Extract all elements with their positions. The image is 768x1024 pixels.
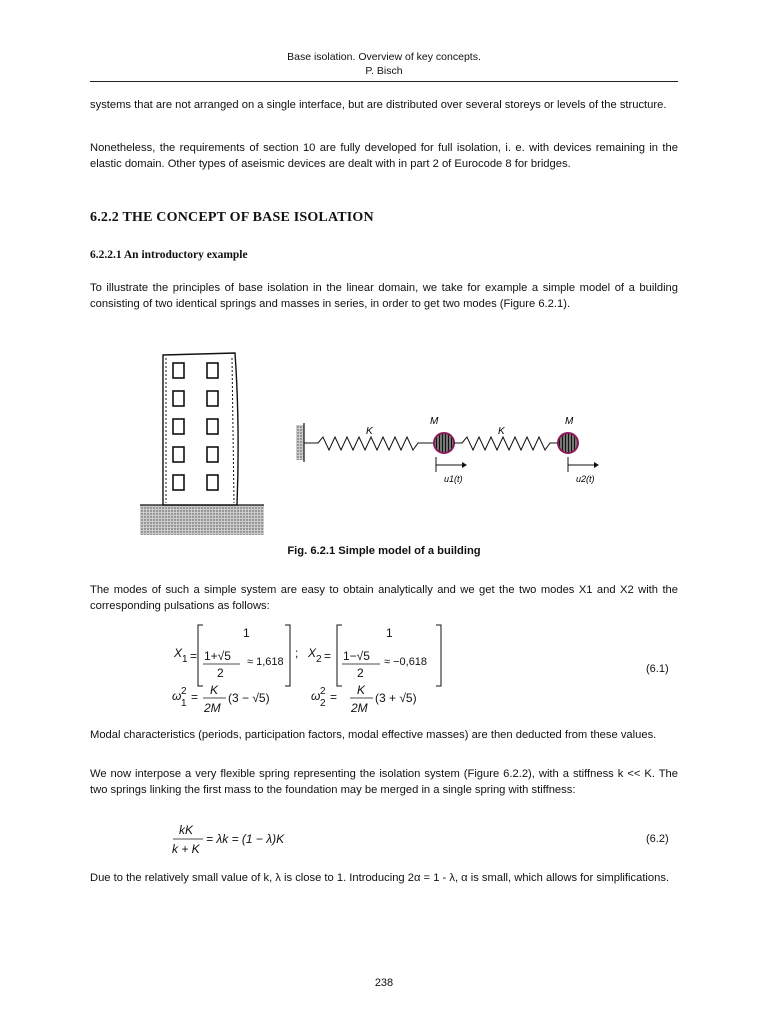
svg-text:2: 2 xyxy=(316,654,322,665)
label-k2: K xyxy=(498,426,505,437)
svg-text:2: 2 xyxy=(320,698,326,709)
svg-text:1: 1 xyxy=(182,654,188,665)
svg-text:=: = xyxy=(190,649,198,663)
paragraph-6: We now interpose a very flexible spring representing the isolation system (Figure 6.2.2), with a stiffness k << K. The two springs linking the first mass to the foundation may be merged in a single spring with stiffness: xyxy=(90,768,678,796)
svg-text:1: 1 xyxy=(181,698,187,709)
svg-text:kK: kK xyxy=(179,823,194,837)
svg-text:=: = xyxy=(324,649,332,663)
svg-text:ω: ω xyxy=(311,689,321,703)
svg-text:K: K xyxy=(357,683,366,697)
svg-text:≈ 1,618: ≈ 1,618 xyxy=(247,656,284,668)
equation-number-6-1: (6.1) xyxy=(646,663,669,675)
svg-text:≈ −0,618: ≈ −0,618 xyxy=(384,656,428,668)
paragraph-5: Modal characteristics (periods, participation factors, modal effective masses) are then deducted from these values. xyxy=(90,729,657,741)
paragraph-1: systems that are not arranged on a single interface, but are distributed over several storeys or levels of the structure. xyxy=(90,99,667,111)
label-u2: u2(t) xyxy=(576,474,595,484)
svg-text:1−√5: 1−√5 xyxy=(343,649,370,663)
section-heading: 6.2.2 THE CONCEPT OF BASE ISOLATION xyxy=(90,210,374,225)
paragraph-4: The modes of such a simple system are easy to obtain analytically and we get the two modes X1 and X2 with the corresponding pulsations as follows: xyxy=(90,584,678,612)
paragraph-7: Due to the relatively small value of k, λ is close to 1. Introducing 2α = 1 - λ, α is small, which allows for simplifications. xyxy=(90,872,670,884)
svg-text:1: 1 xyxy=(386,626,393,640)
svg-text:2: 2 xyxy=(181,686,187,697)
running-header-author: P. Bisch xyxy=(365,65,403,77)
svg-text:1: 1 xyxy=(243,626,250,640)
svg-text:2: 2 xyxy=(357,666,364,680)
paragraph-2: Nonetheless, the requirements of section 10 are fully developed for full isolation, i. e. with devices remaining in the elastic domain. Other types of aseismic devices are dealt with in part 2 of Eurocode 8 for bridges. xyxy=(90,142,678,170)
svg-text:=: = xyxy=(330,690,338,704)
svg-text:ω: ω xyxy=(172,689,182,703)
svg-text:2M: 2M xyxy=(351,701,368,715)
svg-text:(3 + √5): (3 + √5) xyxy=(375,691,417,705)
paragraph-3: To illustrate the principles of base isolation in the linear domain, we take for example a simple model of a building consisting of two identical springs and masses in series, in order to get two modes (Figure 6.2.1). xyxy=(90,282,678,310)
svg-text:K: K xyxy=(210,683,219,697)
label-u1: u1(t) xyxy=(444,474,463,484)
label-m2: M xyxy=(565,416,574,427)
svg-text:2M: 2M xyxy=(204,701,221,715)
running-header-title: Base isolation. Overview of key concepts. xyxy=(287,51,481,63)
label-m1: M xyxy=(430,416,439,427)
svg-text:2: 2 xyxy=(320,686,326,697)
svg-text:X: X xyxy=(174,646,183,660)
svg-text:(3 − √5): (3 − √5) xyxy=(228,691,270,705)
svg-text:;: ; xyxy=(295,646,299,660)
svg-text:= λk = (1 − λ)K: = λk = (1 − λ)K xyxy=(206,832,285,846)
label-k1: K xyxy=(366,426,373,437)
svg-text:X: X xyxy=(308,646,317,660)
figure-caption: Fig. 6.2.1 Simple model of a building xyxy=(287,545,481,557)
svg-text:k + K: k + K xyxy=(172,842,200,856)
svg-text:=: = xyxy=(191,690,199,704)
equation-number-6-2: (6.2) xyxy=(646,833,669,845)
subsection-heading: 6.2.2.1 An introductory example xyxy=(90,249,248,261)
svg-text:2: 2 xyxy=(217,666,224,680)
page-number: 238 xyxy=(374,977,394,989)
svg-text:1+√5: 1+√5 xyxy=(204,649,231,663)
